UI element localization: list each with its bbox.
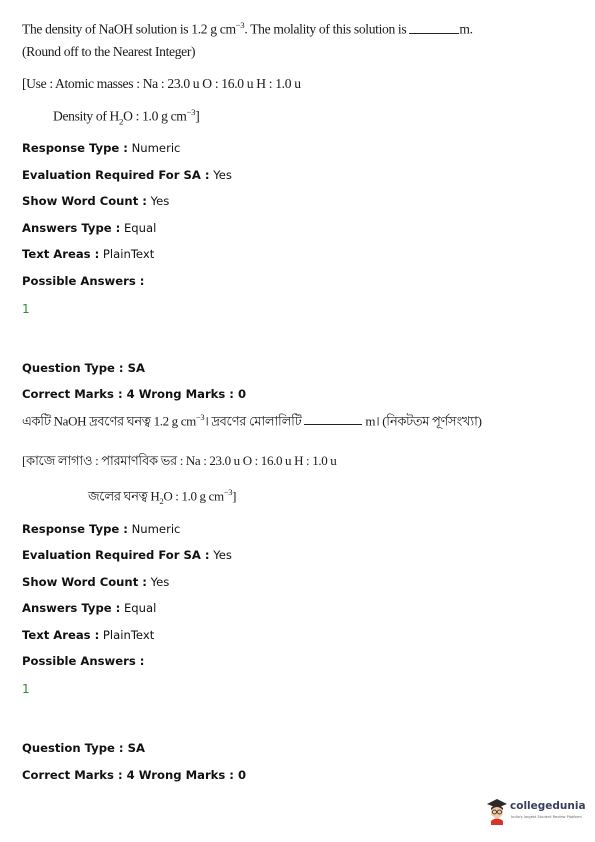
meta-value: PlainText [99,247,155,261]
q1-text-c: m. [459,21,473,37]
meta-value: Numeric [127,522,181,536]
meta-value: Yes [209,548,232,562]
q3-type: Question Type : SA [22,741,145,755]
meta1-word-count [22,194,169,208]
q1-line3: [Use : Atomic masses : Na : 23.0 u O : 16.0 u H : 1.0 u [22,76,301,91]
q2-line3 [88,487,236,508]
meta2-evaluation [22,548,232,562]
meta2-response-type [22,522,180,536]
meta-label: Show Word Count : [22,575,147,589]
q2-text-a: একটি NaOH দ্রবণের ঘনত্ব 1.2 g cm [22,413,196,429]
meta-label: Evaluation Required For SA : [22,168,210,182]
q2-l3-sub: 2 [159,495,164,506]
meta-value: Yes [209,168,232,182]
q2-line1 [22,412,482,433]
q1-l4-exp: −3 [186,107,196,117]
meta-label: Text Areas : [22,247,100,261]
meta1-evaluation [22,168,232,182]
answer1-value: 1 [22,302,30,316]
q1-text-b: . The molality of this solution is [244,21,410,37]
meta2-possible-answers [22,654,144,668]
meta-label: Show Word Count : [22,194,147,208]
q1-exp: −3 [235,20,245,30]
q2-l3-c: ] [232,488,237,504]
meta1-answers-type [22,221,156,235]
meta-label: Response Type : [22,522,128,536]
meta-value: Yes [146,194,170,208]
logo-wordmark: collegedunia [510,800,586,812]
logo-tagline: India's largest Student Review Platform [511,815,582,819]
answer-blank [409,32,459,34]
q1-line4 [53,107,199,126]
meta2-word-count [22,575,169,589]
meta-label: Answers Type : [22,601,121,615]
q1-l4-c: ] [195,108,200,124]
q2-l3-exp: −3 [223,487,233,497]
q2-text-b: । দ্রবণের মোলালিটি [204,413,305,429]
meta-value: PlainText [99,628,155,642]
meta-value: Numeric [127,141,181,155]
q1-l4-a: Density of H [53,108,120,124]
meta-label: Possible Answers : [22,274,145,288]
q1-text-a: The density of NaOH solution is 1.2 g cm [22,21,236,37]
meta1-response-type [22,141,180,155]
q1-l4-b: O : 1.0 g cm [123,108,187,124]
q3-marks: Correct Marks : 4 Wrong Marks : 0 [22,768,247,782]
meta-label: Text Areas : [22,628,100,642]
meta-label: Response Type : [22,141,128,155]
q2-exp: −3 [195,412,205,422]
meta2-answers-type [22,601,156,615]
meta-value: Yes [146,575,170,589]
meta-label: Evaluation Required For SA : [22,548,210,562]
q1-l4-sub: 2 [119,116,124,127]
q2-l3-b: O : 1.0 g cm [163,488,224,504]
answer-blank [304,423,362,425]
answer2-value: 1 [22,682,30,696]
q1-line2: (Round off to the Nearest Integer) [22,44,196,59]
meta-value: Equal [120,221,157,235]
q2-text-c: m। (নিকটতম পূর্ণসংখ্যা) [362,413,482,429]
q2-l3-a: জলের ঘনত্ব H [88,488,160,504]
q2-marks: Correct Marks : 4 Wrong Marks : 0 [22,387,247,401]
meta1-text-areas [22,247,154,261]
meta-label: Possible Answers : [22,654,145,668]
q2-type: Question Type : SA [22,361,145,375]
meta-value: Equal [120,601,157,615]
meta1-possible-answers [22,274,144,288]
q2-line2: [কাজে লাগাও : পারমাণবিক ভর : Na : 23.0 u O : 16.0 u H : 1.0 u [22,453,337,468]
meta2-text-areas [22,628,154,642]
q1-line1 [22,20,473,38]
graduate-mascot-icon [485,797,509,825]
meta-label: Answers Type : [22,221,121,235]
